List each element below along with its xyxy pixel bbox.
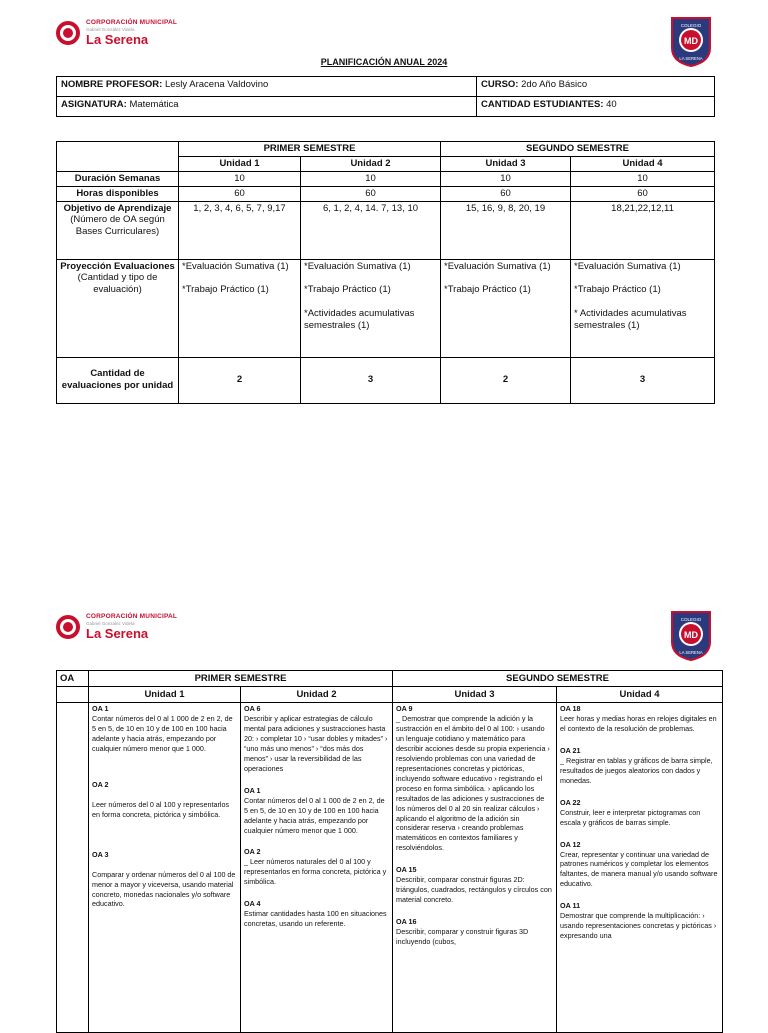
oa-text: Leer números del 0 al 100 y representarlos en forma concreta, pictórica y simbólica. xyxy=(92,799,230,819)
oa-text: Contar números del 0 al 1 000 de 2 en 2, de 5 en 5, de 10 en 10 y de 100 en 100 hacia adelante y hacia atrás, empezando por cualquier número menor que 1 000. xyxy=(92,714,233,753)
objective-value: 6, 1, 2, 4, 14. 7, 13, 10 xyxy=(301,201,441,259)
oa-code: OA 15 xyxy=(396,865,417,875)
eval-cell: *Evaluación Sumativa (1) *Trabajo Práctico (1) xyxy=(441,259,571,357)
plan-corner xyxy=(57,142,179,172)
objective-value: 15, 16, 9, 8, 20, 19 xyxy=(441,201,571,259)
subject-cell: ASIGNATURA: Matemática xyxy=(57,97,477,117)
students-cell: CANTIDAD ESTUDIANTES: 40 xyxy=(477,97,715,117)
oa-unit-header: Unidad 2 xyxy=(241,687,393,703)
org-logo-page2 xyxy=(56,614,177,640)
teacher-cell: NOMBRE PROFESOR: Lesly Aracena Valdovino xyxy=(57,77,477,97)
oa-unit2-cell xyxy=(241,703,393,1033)
objective-label: Objetivo de Aprendizaje (Número de OA según Bases Curriculares) xyxy=(57,201,179,259)
crest-bottom-text: LA SERENA xyxy=(679,56,703,61)
duration-value: 10 xyxy=(301,171,441,186)
oa-text: Estimar cantidades hasta 100 en situaciones concretas, usando un referente. xyxy=(244,909,387,929)
plan-unit-header: Unidad 1 xyxy=(179,156,301,171)
info-table xyxy=(56,76,715,117)
oa-code: OA 2 xyxy=(244,847,261,857)
hours-value: 60 xyxy=(179,186,301,201)
org-city: La Serena xyxy=(86,626,149,641)
oa-table xyxy=(56,670,723,1033)
duration-value: 10 xyxy=(179,171,301,186)
objective-value: 1, 2, 3, 4, 6, 5, 7, 9,17 xyxy=(179,201,301,259)
oa-code: OA 16 xyxy=(396,917,417,927)
oa-code: OA 4 xyxy=(244,899,261,909)
plan-unit-header: Unidad 3 xyxy=(441,156,571,171)
oa-text: _ Demostrar que comprende la adición y la sustracción en el ámbito del 0 al 100: › usando un lenguaje cotidiano y matemático para describir acciones desde su propia experiencia › resolviendo problemas con una variedad de representaciones concretas y pictóricas, incluyendo software educativo › registrando el proceso en forma simbólica. › aplicando los resultados de las adiciones y sustracciones de los números del 0 al 20 sin realizar cálculos › aplicando el algoritmo de la adición sin considerar reserva › creando problemas matemáticos en contextos familiares y resolviéndolos. xyxy=(396,714,550,853)
duration-value: 10 xyxy=(441,171,571,186)
org-logo-icon xyxy=(56,21,80,45)
duration-value: 10 xyxy=(571,171,715,186)
crest-top-text: COLEGIO xyxy=(680,617,702,622)
planning-table xyxy=(56,141,715,404)
oa-text: Describir, comparar y construir figuras 3D incluyendo (cubos, xyxy=(396,926,529,946)
org-name: CORPORACIÓN MUNICIPAL xyxy=(86,613,178,620)
oa-code: OA 2 xyxy=(92,779,109,789)
oa-code: OA 18 xyxy=(560,704,581,714)
oa-code: OA 1 xyxy=(244,785,261,795)
oa-text: Contar números del 0 al 1 000 de 2 en 2, de 5 en 5, de 10 en 10 y de 100 en 100 hacia adelante y hacia atrás, empezando por cualquier número menor que 1 000. xyxy=(244,795,385,835)
oa-empty-cell xyxy=(57,687,89,703)
crest-bottom-text: LA SERENA xyxy=(679,650,703,655)
oa-col-label: OA xyxy=(57,671,89,687)
oa-code: OA 11 xyxy=(560,901,581,911)
plan-sem1-header: PRIMER SEMESTRE xyxy=(179,142,441,157)
hours-value: 60 xyxy=(301,186,441,201)
org-name: CORPORACIÓN MUNICIPAL xyxy=(86,19,178,26)
eval-cell: *Evaluación Sumativa (1) *Trabajo Práctico (1) * Actividades acumulativas semestrales (1) xyxy=(571,259,715,357)
oa-unit3-cell xyxy=(393,703,557,1033)
oa-sem2-header: SEGUNDO SEMESTRE xyxy=(393,671,723,687)
oa-sem1-header: PRIMER SEMESTRE xyxy=(89,671,393,687)
objective-value: 18,21,22,12,11 xyxy=(571,201,715,259)
plan-unit-header: Unidad 2 xyxy=(301,156,441,171)
count-value: 2 xyxy=(441,357,571,403)
eval-label: Proyección Evaluaciones (Cantidad y tipo de evaluación) xyxy=(57,259,179,357)
document-title: PLANIFICACIÓN ANUAL 2024 xyxy=(320,57,448,67)
oa-text: Leer horas y medias horas en relojes digitales en el contexto de la resolución de problemas. xyxy=(560,714,717,734)
org-subname: Gabriel González Videla xyxy=(86,26,135,32)
course-value: 2do Año Básico xyxy=(521,79,588,90)
students-value: 40 xyxy=(606,99,617,110)
oa-unit-header: Unidad 3 xyxy=(393,687,557,703)
oa-text: Construir, leer e interpretar pictogramas con escala y gráficos de barras simple. xyxy=(560,807,701,827)
oa-code: OA 1 xyxy=(92,704,109,714)
plan-unit-header: Unidad 4 xyxy=(571,156,715,171)
eval-cell: *Evaluación Sumativa (1) *Trabajo Práctico (1) *Actividades acumulativas semestrales (1) xyxy=(301,259,441,357)
org-logo-icon xyxy=(56,615,80,639)
oa-text: _ Leer números naturales del 0 al 100 y representarlos en forma concreta, pictórica y simbólica. xyxy=(244,857,387,887)
hours-label: Horas disponibles xyxy=(57,186,179,201)
school-crest-icon xyxy=(670,610,712,662)
oa-text: _ Registrar en tablas y gráficos de barra simple, resultados de juegos aleatorios con dados y monedas. xyxy=(560,755,713,785)
oa-code: OA 22 xyxy=(560,797,581,807)
org-city: La Serena xyxy=(86,32,149,47)
org-subname: Gabriel González Videla xyxy=(86,620,135,626)
oa-code: OA 9 xyxy=(396,704,413,714)
oa-code: OA 6 xyxy=(244,704,261,714)
course-cell: CURSO: 2do Año Básico xyxy=(477,77,715,97)
count-value: 2 xyxy=(179,357,301,403)
hours-value: 60 xyxy=(441,186,571,201)
eval-cell: *Evaluación Sumativa (1) *Trabajo Práctico (1) xyxy=(179,259,301,357)
count-value: 3 xyxy=(571,357,715,403)
count-value: 3 xyxy=(301,357,441,403)
oa-empty-cell xyxy=(57,703,89,1033)
oa-unit1-cell xyxy=(89,703,241,1033)
crest-initials: MD xyxy=(684,36,698,46)
count-label: Cantidad de evaluaciones por unidad xyxy=(57,357,179,403)
crest-top-text: COLEGIO xyxy=(680,23,702,28)
duration-label: Duración Semanas xyxy=(57,171,179,186)
oa-unit-header: Unidad 4 xyxy=(557,687,723,703)
oa-text: Describir y aplicar estrategias de cálculo mental para adiciones y sustracciones hasta 20: › completar 10 › “usar dobles y mitades” › “uno más uno menos” › “dos más dos menos” › usar la reversibilidad de las operaciones xyxy=(244,714,388,773)
oa-text: Describir, comparar construir figuras 2D: triángulos, cuadrados, rectángulos y círculos con material concreto. xyxy=(396,875,552,905)
crest-initials: MD xyxy=(684,630,698,640)
oa-text: Crear, representar y continuar una variedad de patrones numéricos y completar los elementos faltantes, de manera manual y/o usando software educativo. xyxy=(560,849,718,889)
oa-unit4-cell xyxy=(557,703,723,1033)
hours-value: 60 xyxy=(571,186,715,201)
oa-unit-header: Unidad 1 xyxy=(89,687,241,703)
plan-sem2-header: SEGUNDO SEMESTRE xyxy=(441,142,715,157)
oa-code: OA 12 xyxy=(560,839,581,849)
oa-text: Demostrar que comprende la multiplicación: › usando representaciones concretas y pictóricas › expresando una xyxy=(560,911,717,941)
subject-value: Matemática xyxy=(129,99,179,110)
teacher-name: Lesly Aracena Valdovino xyxy=(164,79,269,90)
oa-code: OA 3 xyxy=(92,849,109,859)
oa-text: Comparar y ordenar números del 0 al 100 de menor a mayor y viceversa, usando material concreto, monedas nacionales y/o software educativo. xyxy=(92,869,236,909)
oa-code: OA 21 xyxy=(560,746,581,756)
org-logo xyxy=(56,20,177,46)
